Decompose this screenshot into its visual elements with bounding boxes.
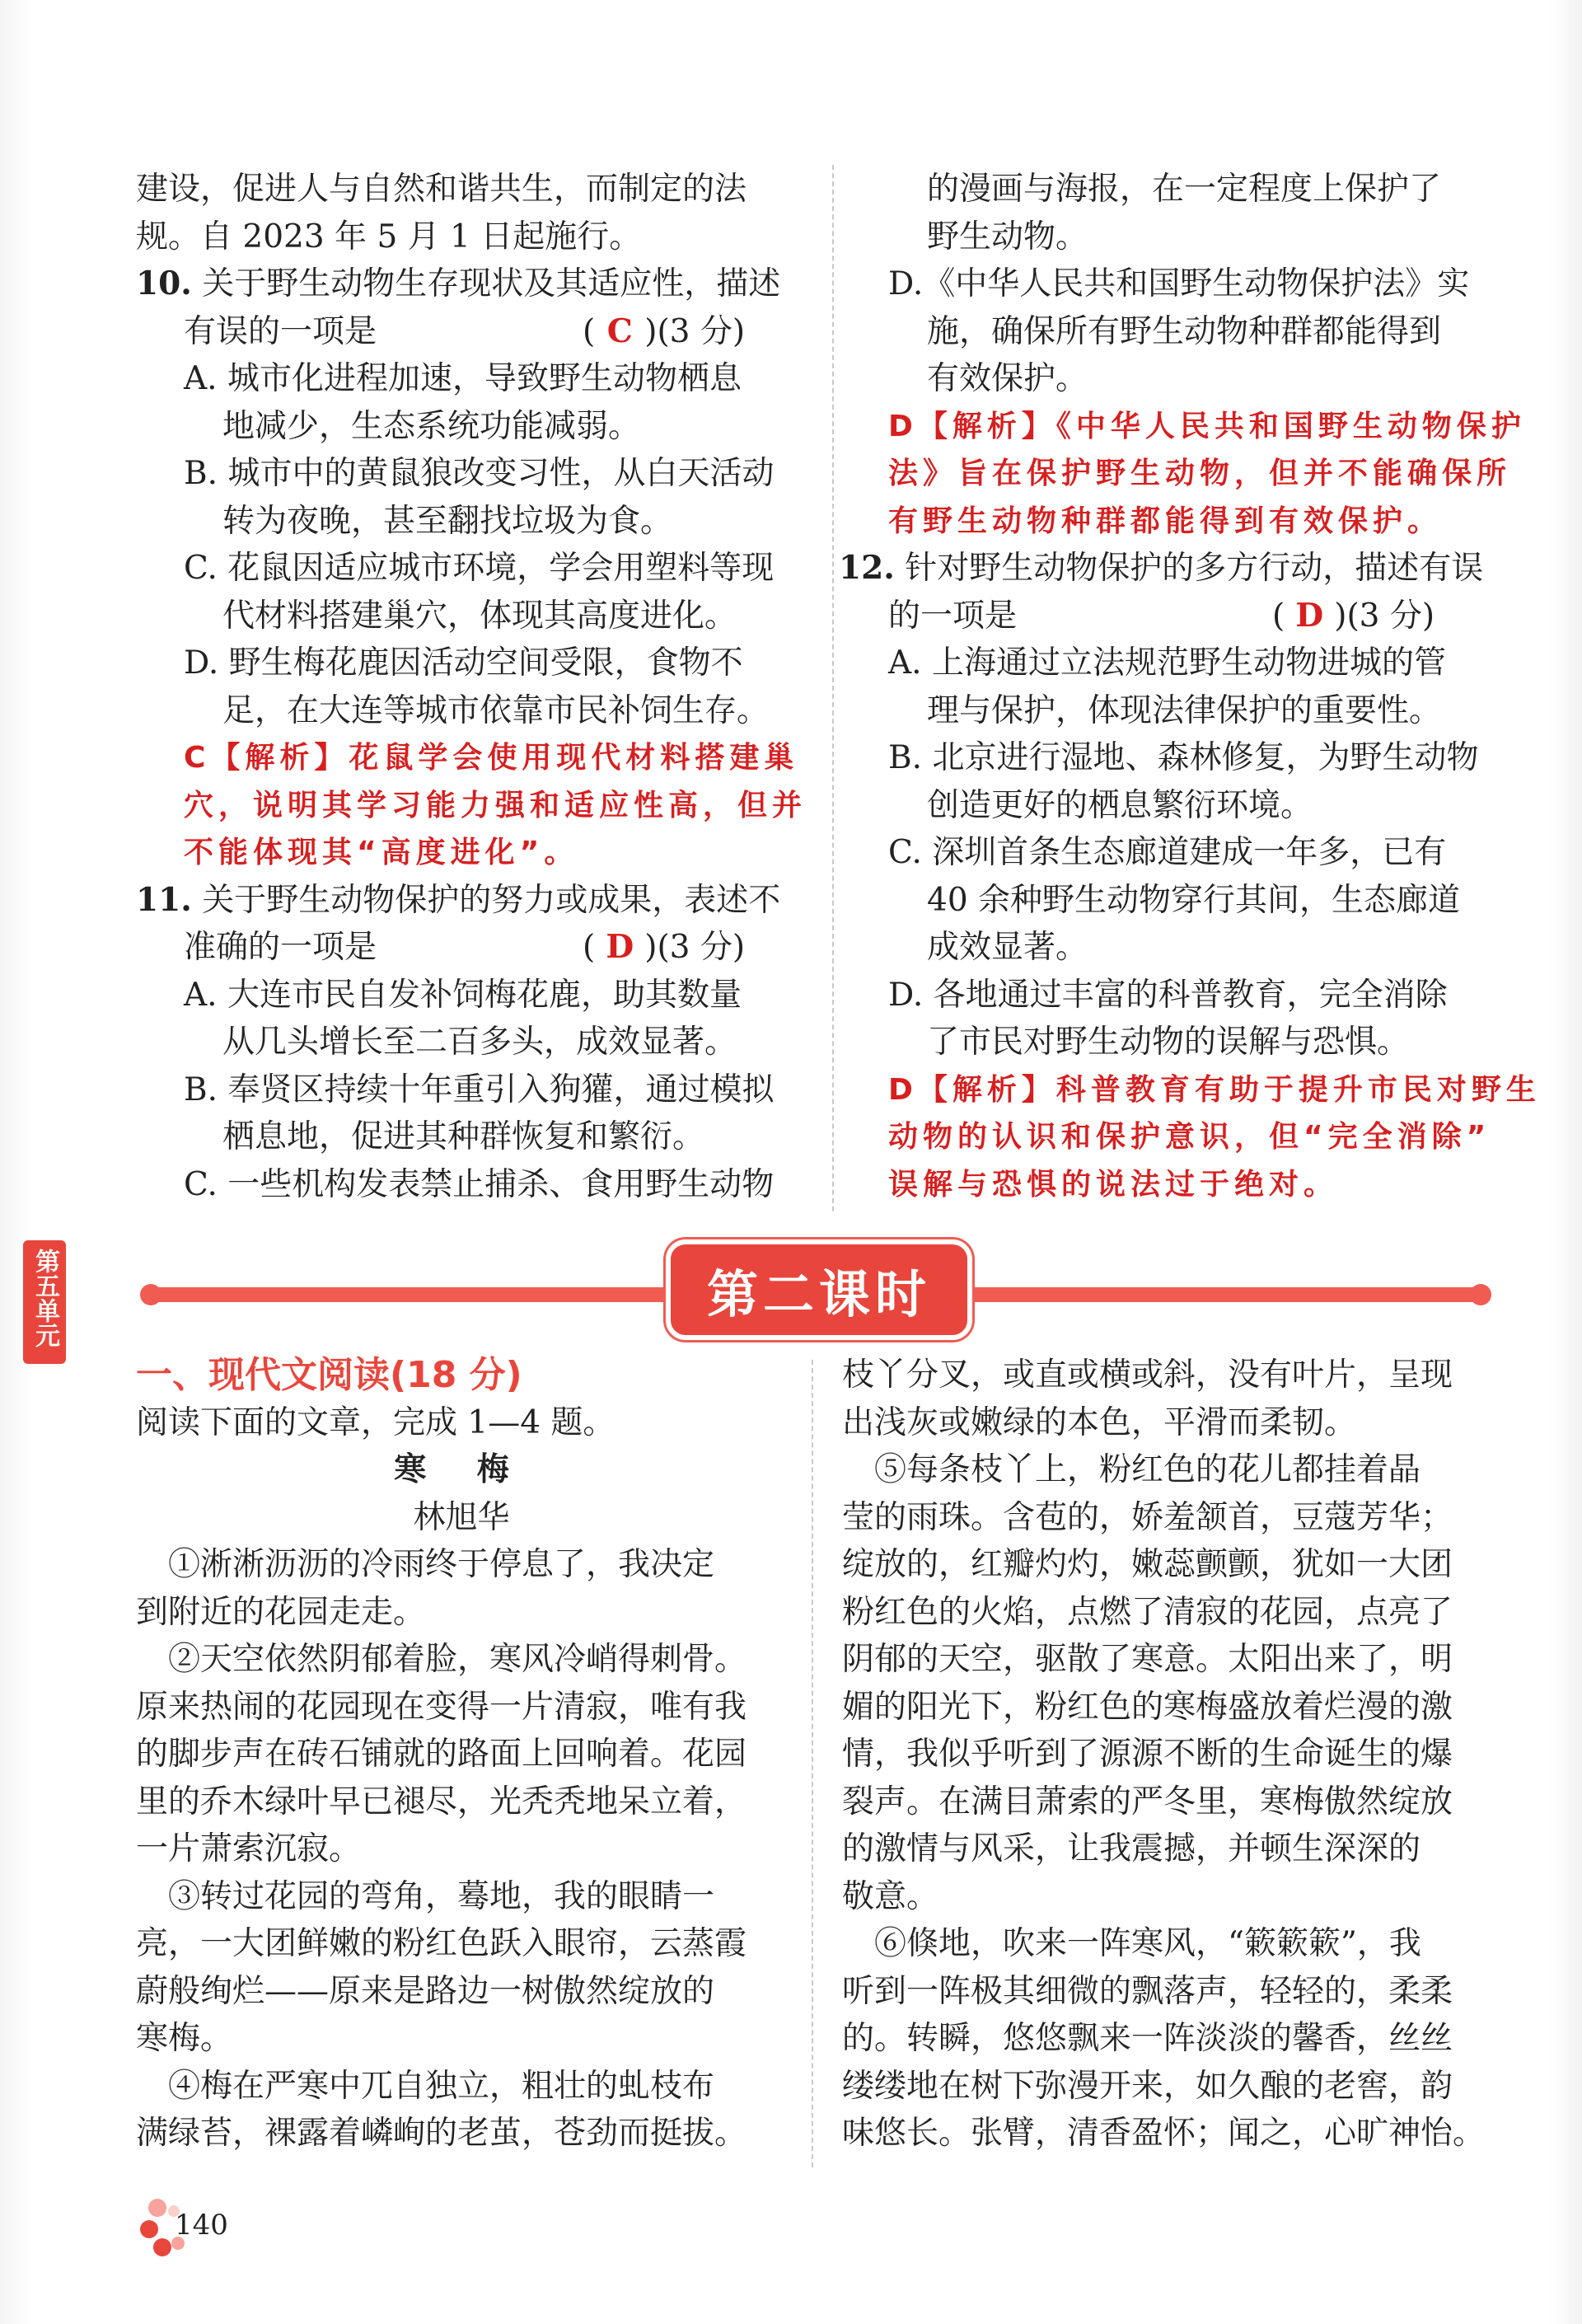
paragraph-line: 亮，一大团鲜嫩的粉红色跃入眼帘，云蒸霞 xyxy=(136,1925,747,1962)
option-cont: 代材料搭建巢穴，体现其高度进化。 xyxy=(222,597,737,635)
analysis-text: 法》旨在保护野生动物，但并不能确保所 xyxy=(888,457,1512,490)
article-title: 寒 梅 xyxy=(394,1451,529,1488)
question-number: 12. xyxy=(839,549,895,587)
option-cont: 有效保护。 xyxy=(927,360,1088,397)
analysis-text: D【解析】科普教育有助于提升市民对野生 xyxy=(888,1072,1541,1107)
paragraph-line: 莹的雨珠。含苞的，娇羞颔首，豆蔻芳华； xyxy=(842,1498,1453,1536)
paragraph-line: 绽放的，红瓣灼灼，嫩蕊颤颤，犹如一大团 xyxy=(842,1546,1453,1583)
option: C. 一些机构发表禁止捕杀、食用野生动物 xyxy=(184,1165,775,1203)
paragraph-line: 出浅灰或嫩绿的本色，平滑而柔韧。 xyxy=(842,1403,1357,1441)
column-divider xyxy=(812,1360,813,2167)
paragraph-line: 蔚般绚烂——原来是路边一树傲然绽放的 xyxy=(136,1972,715,2010)
answer-mark: C xyxy=(606,312,633,350)
paragraph-line: 味悠长。张臂，清香盈怀；闻之，心旷神怡。 xyxy=(842,2115,1486,2152)
paragraph-line: 满绿苔，裸露着嶙峋的老茧，苍劲而挺拔。 xyxy=(136,2115,747,2152)
paragraph-line: ②天空依然阴郁着脸，寒风冷峭得刺骨。 xyxy=(136,1641,747,1678)
option-cont: 理与保护，体现法律保护的重要性。 xyxy=(927,691,1442,729)
paragraph-line: 的。转瞬，悠悠飘来一阵淡淡的馨香，丝丝 xyxy=(842,2020,1453,2057)
analysis-text: 不能体现其“高度进化”。 xyxy=(184,836,579,869)
bottom-right-column xyxy=(842,1352,1489,2158)
option: C. 花鼠因适应城市环境，学会用塑料等现 xyxy=(184,550,775,587)
option-cont: 创造更好的栖息繁衍环境。 xyxy=(927,786,1313,824)
analysis-text: 有野生动物种群都能得到有效保护。 xyxy=(888,504,1443,538)
paragraph-line: ③转过花园的弯角，蓦地，我的眼睛一 xyxy=(136,1877,715,1915)
question-11-stem-line2: 准确的一项是 ( D )(3 分) xyxy=(136,924,787,972)
option: C. 深圳首条生态廊道建成一年多，已有 xyxy=(888,834,1447,871)
banner-dot-left xyxy=(140,1284,161,1305)
bottom-left-column xyxy=(136,1352,787,2158)
lesson-title: 第二课时 xyxy=(706,1263,931,1324)
paragraph-line: 寒梅。 xyxy=(136,2020,233,2057)
banner-dot-right xyxy=(1470,1284,1491,1305)
option-cont: 地减少，生态系统功能减弱。 xyxy=(222,407,641,445)
instruction: 阅读下面的文章，完成 1—4 题。 xyxy=(136,1403,615,1441)
answer-mark: D xyxy=(1295,596,1324,635)
paragraph-line: ⑥倏地，吹来一阵寒风，“簌簌簌”，我 xyxy=(842,1925,1421,1962)
page-number: 140 xyxy=(175,2209,228,2242)
paragraph-line: 的脚步声在砖石铺就的路面上回响着。花园 xyxy=(136,1736,747,1773)
option-cont: 野生动物。 xyxy=(927,218,1088,255)
paragraph-line: 情，我似乎听到了源源不断的生命诞生的爆 xyxy=(842,1736,1453,1773)
question-number: 11. xyxy=(136,880,192,919)
paragraph-line: 粉红色的火焰，点燃了清寂的花园，点亮了 xyxy=(842,1593,1453,1631)
paragraph-line: 里的乔木绿叶早已褪尽，光秃秃地呆立着， xyxy=(136,1783,747,1820)
paragraph-line: 一片萧索沉寂。 xyxy=(136,1830,362,1867)
option: D. 野生梅花鹿因活动空间受限，食物不 xyxy=(184,644,743,682)
option: B. 城市中的黄鼠狼改变习性，从白天活动 xyxy=(184,455,775,492)
analysis-text: 穴，说明其学习能力强和适应性高，但并 xyxy=(184,788,807,822)
unit-side-tab xyxy=(23,1240,66,1364)
section-heading: 一、现代文阅读(18 分) xyxy=(136,1354,522,1396)
option-cont: 成效显著。 xyxy=(927,929,1088,966)
option-cont: 了市民对野生动物的误解与恐惧。 xyxy=(927,1024,1410,1061)
unit-label: 第五单元 xyxy=(30,1249,59,1347)
option: A. 大连市民自发补饲梅花鹿，助其数量 xyxy=(184,976,742,1014)
paragraph-line: ④梅在严寒中兀自独立，粗壮的虬枝布 xyxy=(136,2067,715,2105)
paragraph-line: 枝丫分叉，或直或横或斜，没有叶片，呈现 xyxy=(842,1356,1453,1394)
paragraph-line: 原来热闹的花园现在变得一片清寂，唯有我 xyxy=(136,1688,747,1726)
analysis-text: C【解析】花鼠学会使用现代材料搭建巢 xyxy=(184,741,799,775)
top-left-column xyxy=(136,166,807,1208)
option: A. 城市化进程加速，导致野生动物栖息 xyxy=(184,360,742,397)
question-11-stem: 11. 关于野生动物保护的努力或成果，表述不 xyxy=(136,880,781,919)
option: A. 上海通过立法规范野生动物进城的管 xyxy=(888,644,1446,682)
intro-line: 规。自 2023 年 5 月 1 日起施行。 xyxy=(136,218,642,255)
decor-dot-icon xyxy=(148,2199,166,2217)
analysis-text: 动物的认识和保护意识，但“完全消除” xyxy=(888,1120,1491,1154)
question-10-stem: 10. 关于野生动物生存现状及其适应性，描述 xyxy=(136,265,781,302)
paragraph-line: 的激情与风采，让我震撼，并顿生深深的 xyxy=(842,1830,1421,1867)
option: D. 各地通过丰富的科普教育，完全消除 xyxy=(888,976,1448,1014)
option-cont: 施，确保所有野生动物种群都能得到 xyxy=(927,312,1442,350)
analysis-text: 误解与恐惧的说法过于绝对。 xyxy=(888,1167,1339,1202)
question-number: 10. xyxy=(136,265,192,302)
decor-dot-icon xyxy=(140,2220,158,2238)
paragraph-line: 阴郁的天空，驱散了寒意。太阳出来了，明 xyxy=(842,1641,1453,1678)
option-cont: 栖息地，促进其种群恢复和繁衍。 xyxy=(222,1118,705,1155)
paragraph-line: ①淅淅沥沥的冷雨终于停息了，我决定 xyxy=(136,1546,715,1583)
lesson-banner xyxy=(666,1239,972,1340)
analysis-text: D【解析】《中华人民共和国野生动物保护 xyxy=(888,409,1526,443)
intro-line: 建设，促进人与自然和谐共生，而制定的法 xyxy=(136,171,747,208)
paragraph-line: 到附近的花园走走。 xyxy=(136,1593,426,1631)
question-10-stem-line2: 有误的一项是 ( C )(3 分) xyxy=(136,308,787,356)
paragraph-line: 媚的阳光下，粉红色的寒梅盛放着烂漫的激 xyxy=(842,1688,1453,1726)
option: B. 奉贤区持续十年重引入狗獾，通过模拟 xyxy=(184,1071,775,1108)
option: B. 北京进行湿地、森林修复，为野生动物 xyxy=(888,739,1479,776)
decor-dot-icon xyxy=(153,2238,171,2256)
option-cont: 40 余种野生动物穿行其间，生态廊道 xyxy=(927,881,1461,919)
option-cont: 从几头增长至二百多头，成效显著。 xyxy=(222,1024,737,1061)
option-cont: 转为夜晚，甚至翻找垃圾为食。 xyxy=(222,502,673,540)
paragraph-line: 听到一阵极其细微的飘落声，轻轻的，柔柔 xyxy=(842,1972,1453,2010)
question-12-stem: 12. 针对野生动物保护的多方行动，描述有误 xyxy=(839,549,1484,587)
option: D.《中华人民共和国野生动物保护法》实 xyxy=(888,265,1470,302)
question-12-stem-line2: 的一项是 ( D )(3 分) xyxy=(888,593,1490,640)
top-right-column xyxy=(839,166,1541,1208)
column-divider xyxy=(832,165,834,1211)
article-author: 林旭华 xyxy=(413,1498,510,1536)
paragraph-line: 缕缕地在树下弥漫开来，如久酿的老窖，韵 xyxy=(842,2067,1453,2105)
answer-mark: D xyxy=(606,928,634,966)
paragraph-line: 敬意。 xyxy=(842,1877,939,1915)
paragraph-line: ⑤每条枝丫上，粉红色的花儿都挂着晶 xyxy=(842,1451,1421,1488)
paragraph-line: 裂声。在满目萧索的严冬里，寒梅傲然绽放 xyxy=(842,1783,1453,1820)
option-cont: 足，在大连等城市依靠市民补饲生存。 xyxy=(222,691,770,729)
option-cont: 的漫画与海报，在一定程度上保护了 xyxy=(927,171,1442,208)
